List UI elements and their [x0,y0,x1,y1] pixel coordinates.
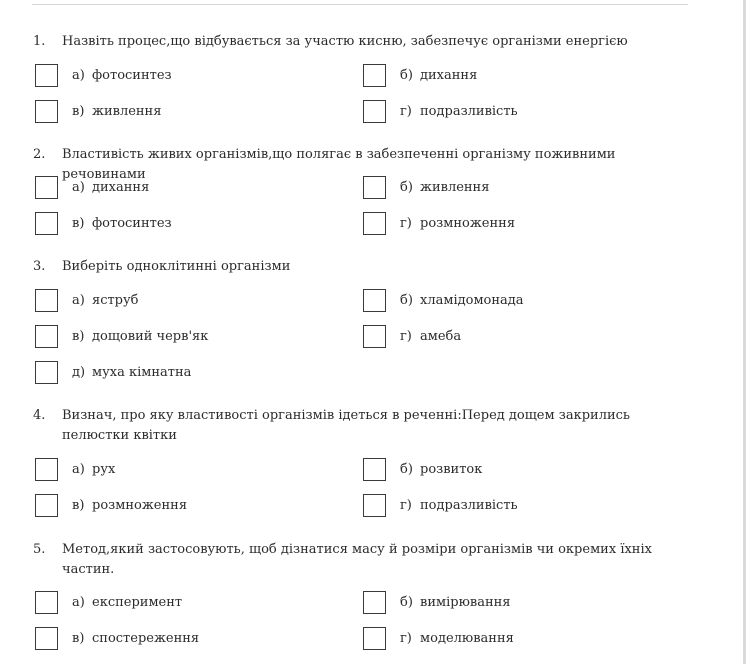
option-3a[interactable] [35,287,138,313]
question-text: Виберіть одноклітинні організми [62,259,291,274]
option-letter: г) [400,215,412,231]
option-label: муха кімнатна [92,364,192,380]
option-letter: г) [400,328,412,344]
answer-checkbox[interactable] [363,289,386,312]
option-letter: а) [72,179,85,195]
option-label: яструб [92,292,139,308]
answer-checkbox[interactable] [35,100,58,123]
option-3b[interactable] [363,287,524,313]
answer-checkbox[interactable] [35,494,58,517]
option-letter: г) [400,630,412,646]
option-letter: в) [72,328,85,344]
answer-checkbox[interactable] [363,325,386,348]
option-1c[interactable] [35,98,161,124]
option-label: розмноження [92,497,188,513]
answer-checkbox[interactable] [363,591,386,614]
option-letter: а) [72,292,85,308]
option-letter: б) [400,67,413,83]
question-text: Назвіть процес,що відбувається за участю кисню, забезпечує організми енергією [62,34,628,49]
option-letter: в) [72,215,85,231]
answer-checkbox[interactable] [35,591,58,614]
question-text: Метод,який застосовують, щоб дізнатися масу й розміри організмів чи окремих їхніх частин. [62,542,652,577]
answer-checkbox[interactable] [363,64,386,87]
option-5d[interactable] [363,625,514,651]
option-5b[interactable] [363,589,511,615]
option-letter: в) [72,630,85,646]
question-number: 4. [33,408,46,423]
option-letter: а) [72,67,85,83]
option-label: фотосинтез [92,215,172,231]
option-letter: а) [72,461,85,477]
option-2b[interactable] [363,174,489,200]
option-label: живлення [92,103,162,119]
option-3c[interactable] [35,323,208,349]
answer-checkbox[interactable] [35,627,58,650]
option-letter: г) [400,103,412,119]
option-3d[interactable] [363,323,461,349]
option-4b[interactable] [363,456,482,482]
option-label: хламідомонада [420,292,524,308]
option-label: дихання [420,67,478,83]
answer-checkbox[interactable] [363,494,386,517]
option-label: дощовий черв'як [92,328,209,344]
option-label: спостереження [92,630,200,646]
option-label: подразливість [420,497,518,513]
question-number: 5. [33,542,46,557]
answer-checkbox[interactable] [363,212,386,235]
answer-checkbox[interactable] [35,212,58,235]
option-1d[interactable] [363,98,518,124]
option-label: амеба [420,328,462,344]
option-2a[interactable] [35,174,149,200]
option-label: фотосинтез [92,67,172,83]
option-2c[interactable] [35,210,172,236]
question-text: Визнач, про яку властивості організмів ідеться в реченні:Перед дощем закрились пелюстки квітки [62,408,630,443]
option-label: розвиток [420,461,483,477]
answer-checkbox[interactable] [35,325,58,348]
option-letter: б) [400,594,413,610]
answer-checkbox[interactable] [363,627,386,650]
answer-checkbox[interactable] [363,176,386,199]
option-letter: б) [400,179,413,195]
option-letter: д) [72,364,86,380]
option-5a[interactable] [35,589,182,615]
answer-checkbox[interactable] [35,458,58,481]
option-label: подразливість [420,103,518,119]
answer-checkbox[interactable] [35,176,58,199]
question-number: 1. [33,34,46,49]
question-3 [33,257,673,277]
question-5 [33,540,673,580]
question-number: 3. [33,259,46,274]
answer-checkbox[interactable] [35,289,58,312]
option-letter: г) [400,497,412,513]
option-label: дихання [92,179,150,195]
question-number: 2. [33,147,46,162]
option-letter: в) [72,497,85,513]
answer-checkbox[interactable] [363,100,386,123]
option-letter: а) [72,594,85,610]
answer-checkbox[interactable] [363,458,386,481]
answer-checkbox[interactable] [35,64,58,87]
option-label: вимірювання [420,594,511,610]
option-label: експеримент [92,594,183,610]
option-1a[interactable] [35,62,172,88]
option-1b[interactable] [363,62,477,88]
top-divider [32,4,688,5]
option-2d[interactable] [363,210,515,236]
option-4a[interactable] [35,456,115,482]
option-4c[interactable] [35,492,187,518]
option-5c[interactable] [35,625,199,651]
question-1 [33,32,673,52]
question-4 [33,406,673,446]
option-label: живлення [420,179,490,195]
option-4d[interactable] [363,492,518,518]
option-label: розмноження [420,215,516,231]
question-text: Властивість живих організмів,що полягає в забезпеченні організму поживними речовинами [62,147,616,182]
option-3e[interactable] [35,359,191,385]
option-letter: б) [400,292,413,308]
option-letter: в) [72,103,85,119]
option-letter: б) [400,461,413,477]
option-label: моделювання [420,630,514,646]
answer-checkbox[interactable] [35,361,58,384]
option-label: рух [92,461,116,477]
